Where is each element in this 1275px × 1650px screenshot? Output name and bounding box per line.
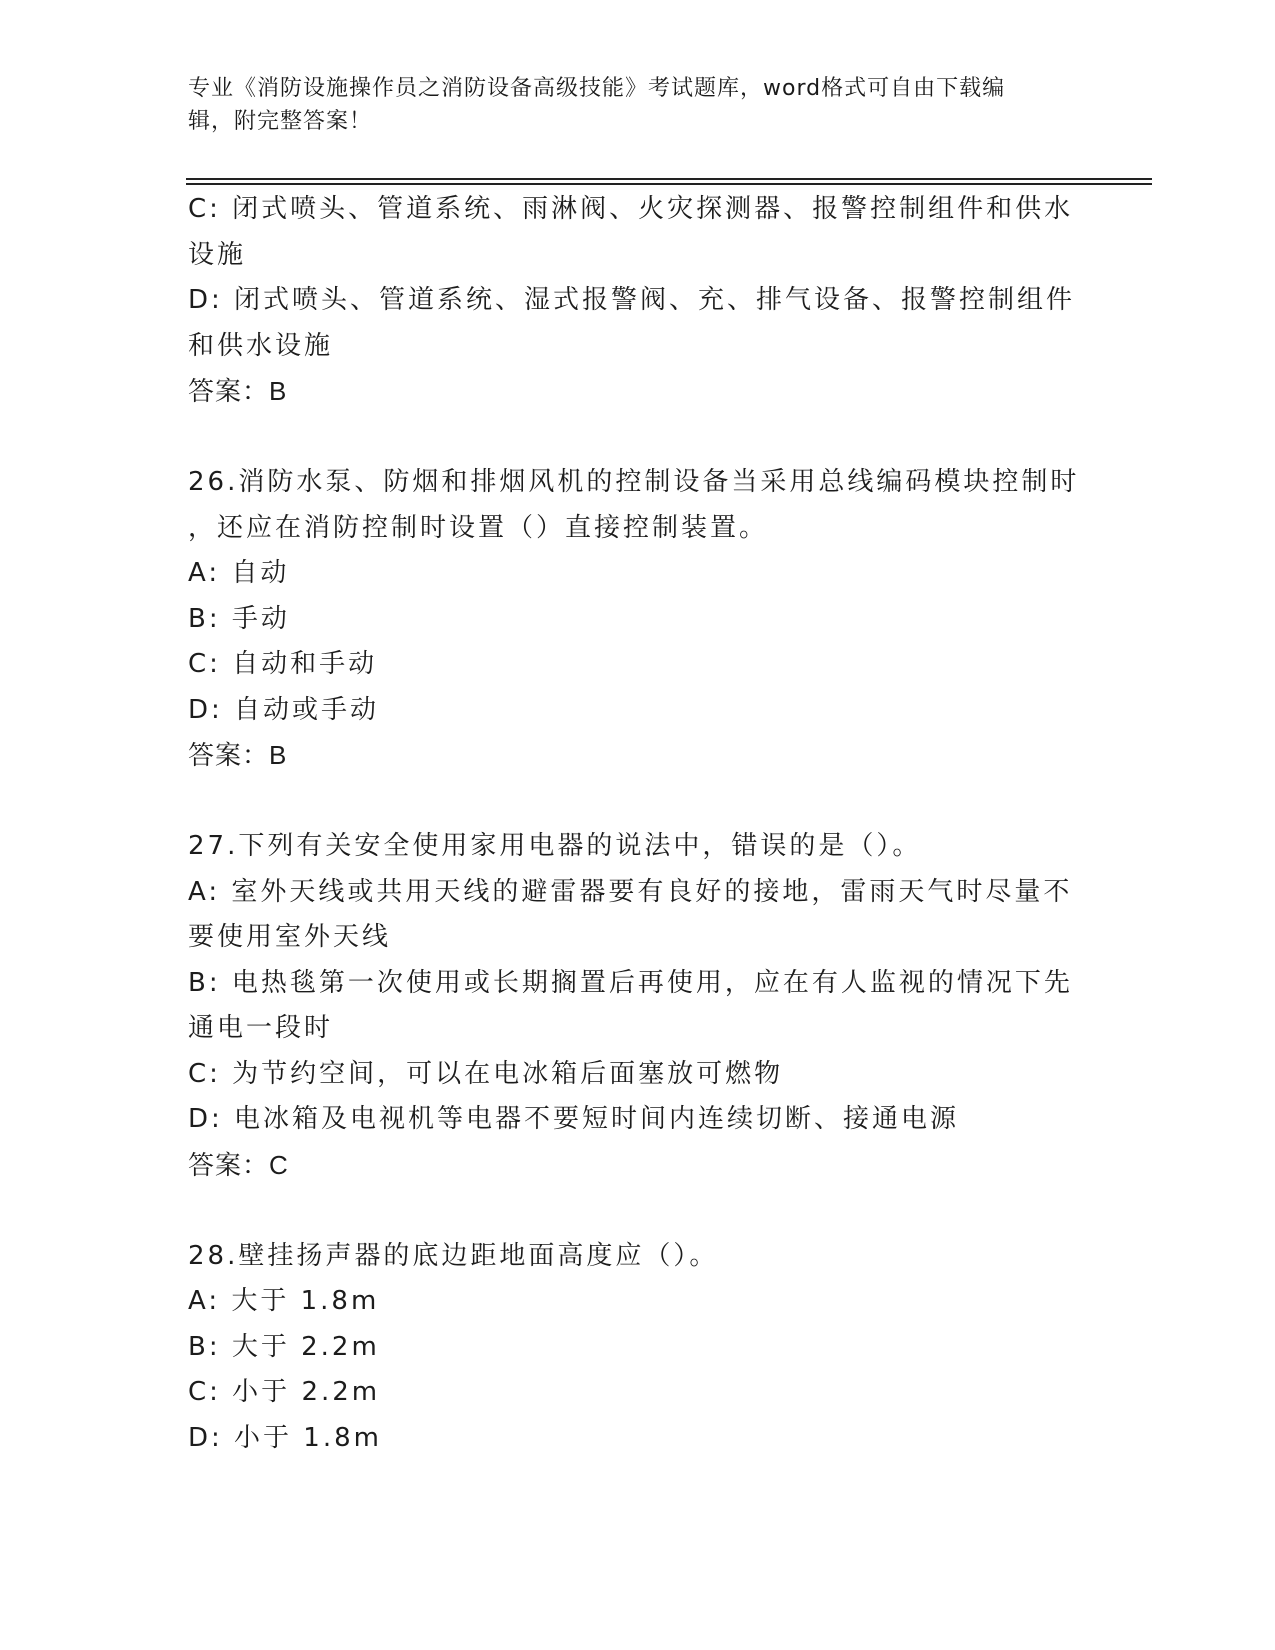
option-d: D: 电冰箱及电视机等电器不要短时间内连续切断、接通电源 (188, 1104, 960, 1134)
question-stem-line-1: 27.下列有关安全使用家用电器的说法中，错误的是（）。 (188, 831, 922, 861)
option-a-line-1: A: 室外天线或共用天线的避雷器要有良好的接地，雷雨天气时尽量不 (188, 876, 1073, 907)
option-d: D: 自动或手动 (188, 694, 380, 725)
question-25-tail (188, 187, 1088, 415)
option-d-line-1: D: 闭式喷头、管道系统、湿式报警阀、充、排气设备、报警控制组件 (188, 285, 1076, 315)
question-28 (188, 1234, 1088, 1462)
option-a-line-2: 要使用室外天线 (188, 922, 392, 952)
option-c-line-1: C: 闭式喷头、管道系统、雨淋阀、火灾探测器、报警控制组件和供水 (188, 194, 1074, 224)
question-list (188, 187, 1088, 1461)
option-d: D: 小于 1.8m (188, 1422, 382, 1453)
option-b: B: 手动 (188, 603, 290, 634)
option-a: A: 自动 (188, 558, 290, 588)
option-b-line-2: 通电一段时 (188, 1013, 334, 1043)
option-b: B: 大于 2.2m (188, 1331, 380, 1362)
option-a: A: 大于 1.8m (188, 1286, 380, 1316)
question-stem-line-1: 28.壁挂扬声器的底边距地面高度应（）。 (188, 1240, 719, 1271)
document-header (188, 72, 1068, 138)
header-line-2: 辑，附完整答案！ (188, 109, 373, 134)
spacer (188, 779, 1088, 825)
option-c: C: 自动和手动 (188, 649, 378, 679)
spacer (188, 1188, 1088, 1234)
option-c-line-2: 设施 (188, 239, 247, 270)
option-d-line-2: 和供水设施 (188, 330, 334, 361)
question-26 (188, 460, 1088, 779)
question-stem-line-2: ，还应在消防控制时设置（）直接控制装置。 (188, 512, 769, 543)
option-c: C: 小于 2.2m (188, 1377, 381, 1407)
answer-text: 答案：B (188, 740, 288, 770)
header-line-1: 专业《消防设施操作员之消防设备高级技能》考试题库，word格式可自由下载编 (188, 76, 1006, 101)
header-divider-top (186, 178, 1152, 180)
spacer (188, 415, 1088, 461)
option-c: C: 为节约空间，可以在电冰箱后面塞放可燃物 (188, 1058, 784, 1089)
question-stem-line-1: 26.消防水泵、防烟和排烟风机的控制设备当采用总线编码模块控制时 (188, 467, 1080, 497)
question-27 (188, 824, 1088, 1188)
answer-text: 答案：C (188, 1149, 289, 1180)
header-divider-bottom (186, 183, 1152, 185)
answer-text: 答案：B (188, 376, 288, 406)
option-b-line-1: B: 电热毯第一次使用或长期搁置后再使用，应在有人监视的情况下先 (188, 967, 1073, 998)
